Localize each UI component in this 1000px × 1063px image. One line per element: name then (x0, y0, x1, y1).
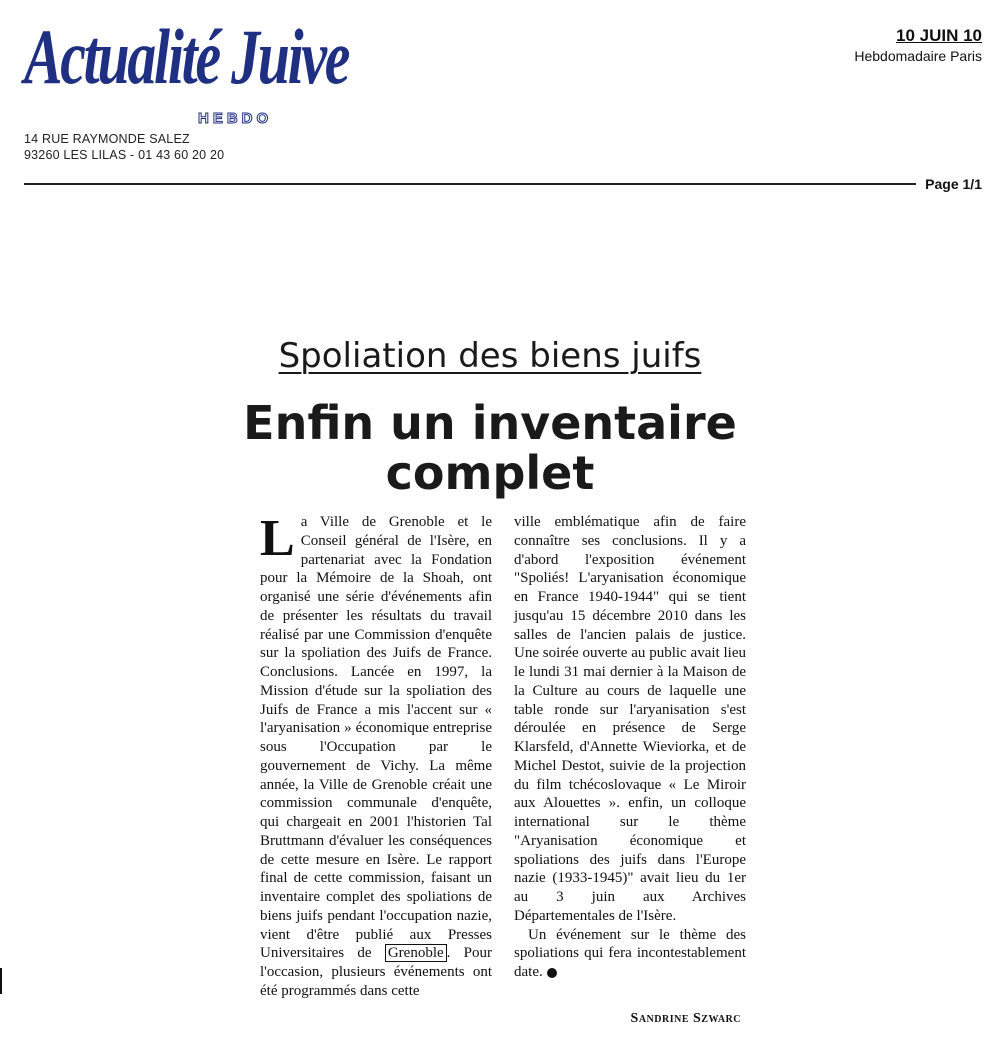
article-kicker: Spoliation des biens juifs (278, 336, 702, 376)
drop-cap: L (260, 510, 295, 567)
publisher-address-city-phone: 93260 LES LILAS - 01 43 60 20 20 (24, 148, 225, 162)
article-paragraph: ville emblématique afin de faire connaître ses conclusions. Il y a d'abord l'exposition événement "Spoliés! L'aryanisation économique en France 1940-1944" qui se tient jusqu'au 15 décembre 2010 dans les salles de l'ancien palais de justice. Une soirée ouverte au public avait lieu le lundi 31 mai dernier à la Maison de la Culture au cours de laquelle une table ronde sur l'aryanisation s'est déroulée en présence de Serge Klarsfeld, d'Annette Wieviorka, et de Michel Destot, suivie de la projection du film tchécoslovaque « Le Miroir aux Alouettes ». enfin, un colloque international sur le thème "Aryanisation économique et spoliations des juifs dans l'Europe nazie (1933-1945)" avait lieu du 1er au 3 juin aux Archives Départementales de l'Isère. (514, 514, 746, 924)
article-headline: Enfin un inventaire complet (243, 396, 737, 500)
publication-logo-subtitle: HEBDO (198, 110, 273, 127)
publication-frequency: Hebdomadaire Paris (854, 48, 982, 64)
page-number: Page 1/1 (925, 176, 982, 192)
scan-margin-mark (0, 968, 2, 994)
header-divider (24, 183, 916, 185)
issue-date: 10 JUIN 10 (896, 26, 982, 45)
article-text: Un événement sur le thème des spoliations qui fera incontestablement date. (514, 926, 746, 980)
article-column-right (514, 513, 746, 982)
publication-logo: Actualité Juive (24, 13, 349, 100)
article-paragraph (260, 510, 492, 1001)
end-of-article-bullet-icon (547, 968, 557, 978)
article-text: a Ville de Grenoble et le Conseil général de l'Isère, en partenariat avec la Fondation pour la Mémoire de la Shoah, ont organisé une série d'événements afin de présenter les résultats du travail réalisé par une Commission d'enquête sur la spoliation des Juifs de France. Conclusions. Lancée en 1997, la Mission d'étude sur la spoliation des Juifs de France a mis l'accent sur « l'aryanisation » économique entreprise sous l'Occupation par le gouvernement de Vichy. La même année, la Ville de Grenoble créait une commission communale d'enquête, qui chargeait en 2001 l'historien Tal Bruttmann d'évaluer les conséquences de cette mesure en Isère. Le rapport final de cette commission, faisant un inventaire complet des spoliations de biens juifs pendant l'occupation nazie, vient d'être publié aux Presses Universitaires de (260, 514, 492, 962)
boxed-keyword: Grenoble (385, 944, 447, 962)
article-text: . Pour l'occasion, plusieurs événements ont été programmés dans cette (260, 945, 492, 999)
publisher-address-street: 14 RUE RAYMONDE SALEZ (24, 132, 190, 146)
article-paragraph-closing (514, 926, 746, 982)
article-byline: Sandrine Szwarc (630, 1011, 741, 1026)
article-column-left (260, 510, 492, 1001)
